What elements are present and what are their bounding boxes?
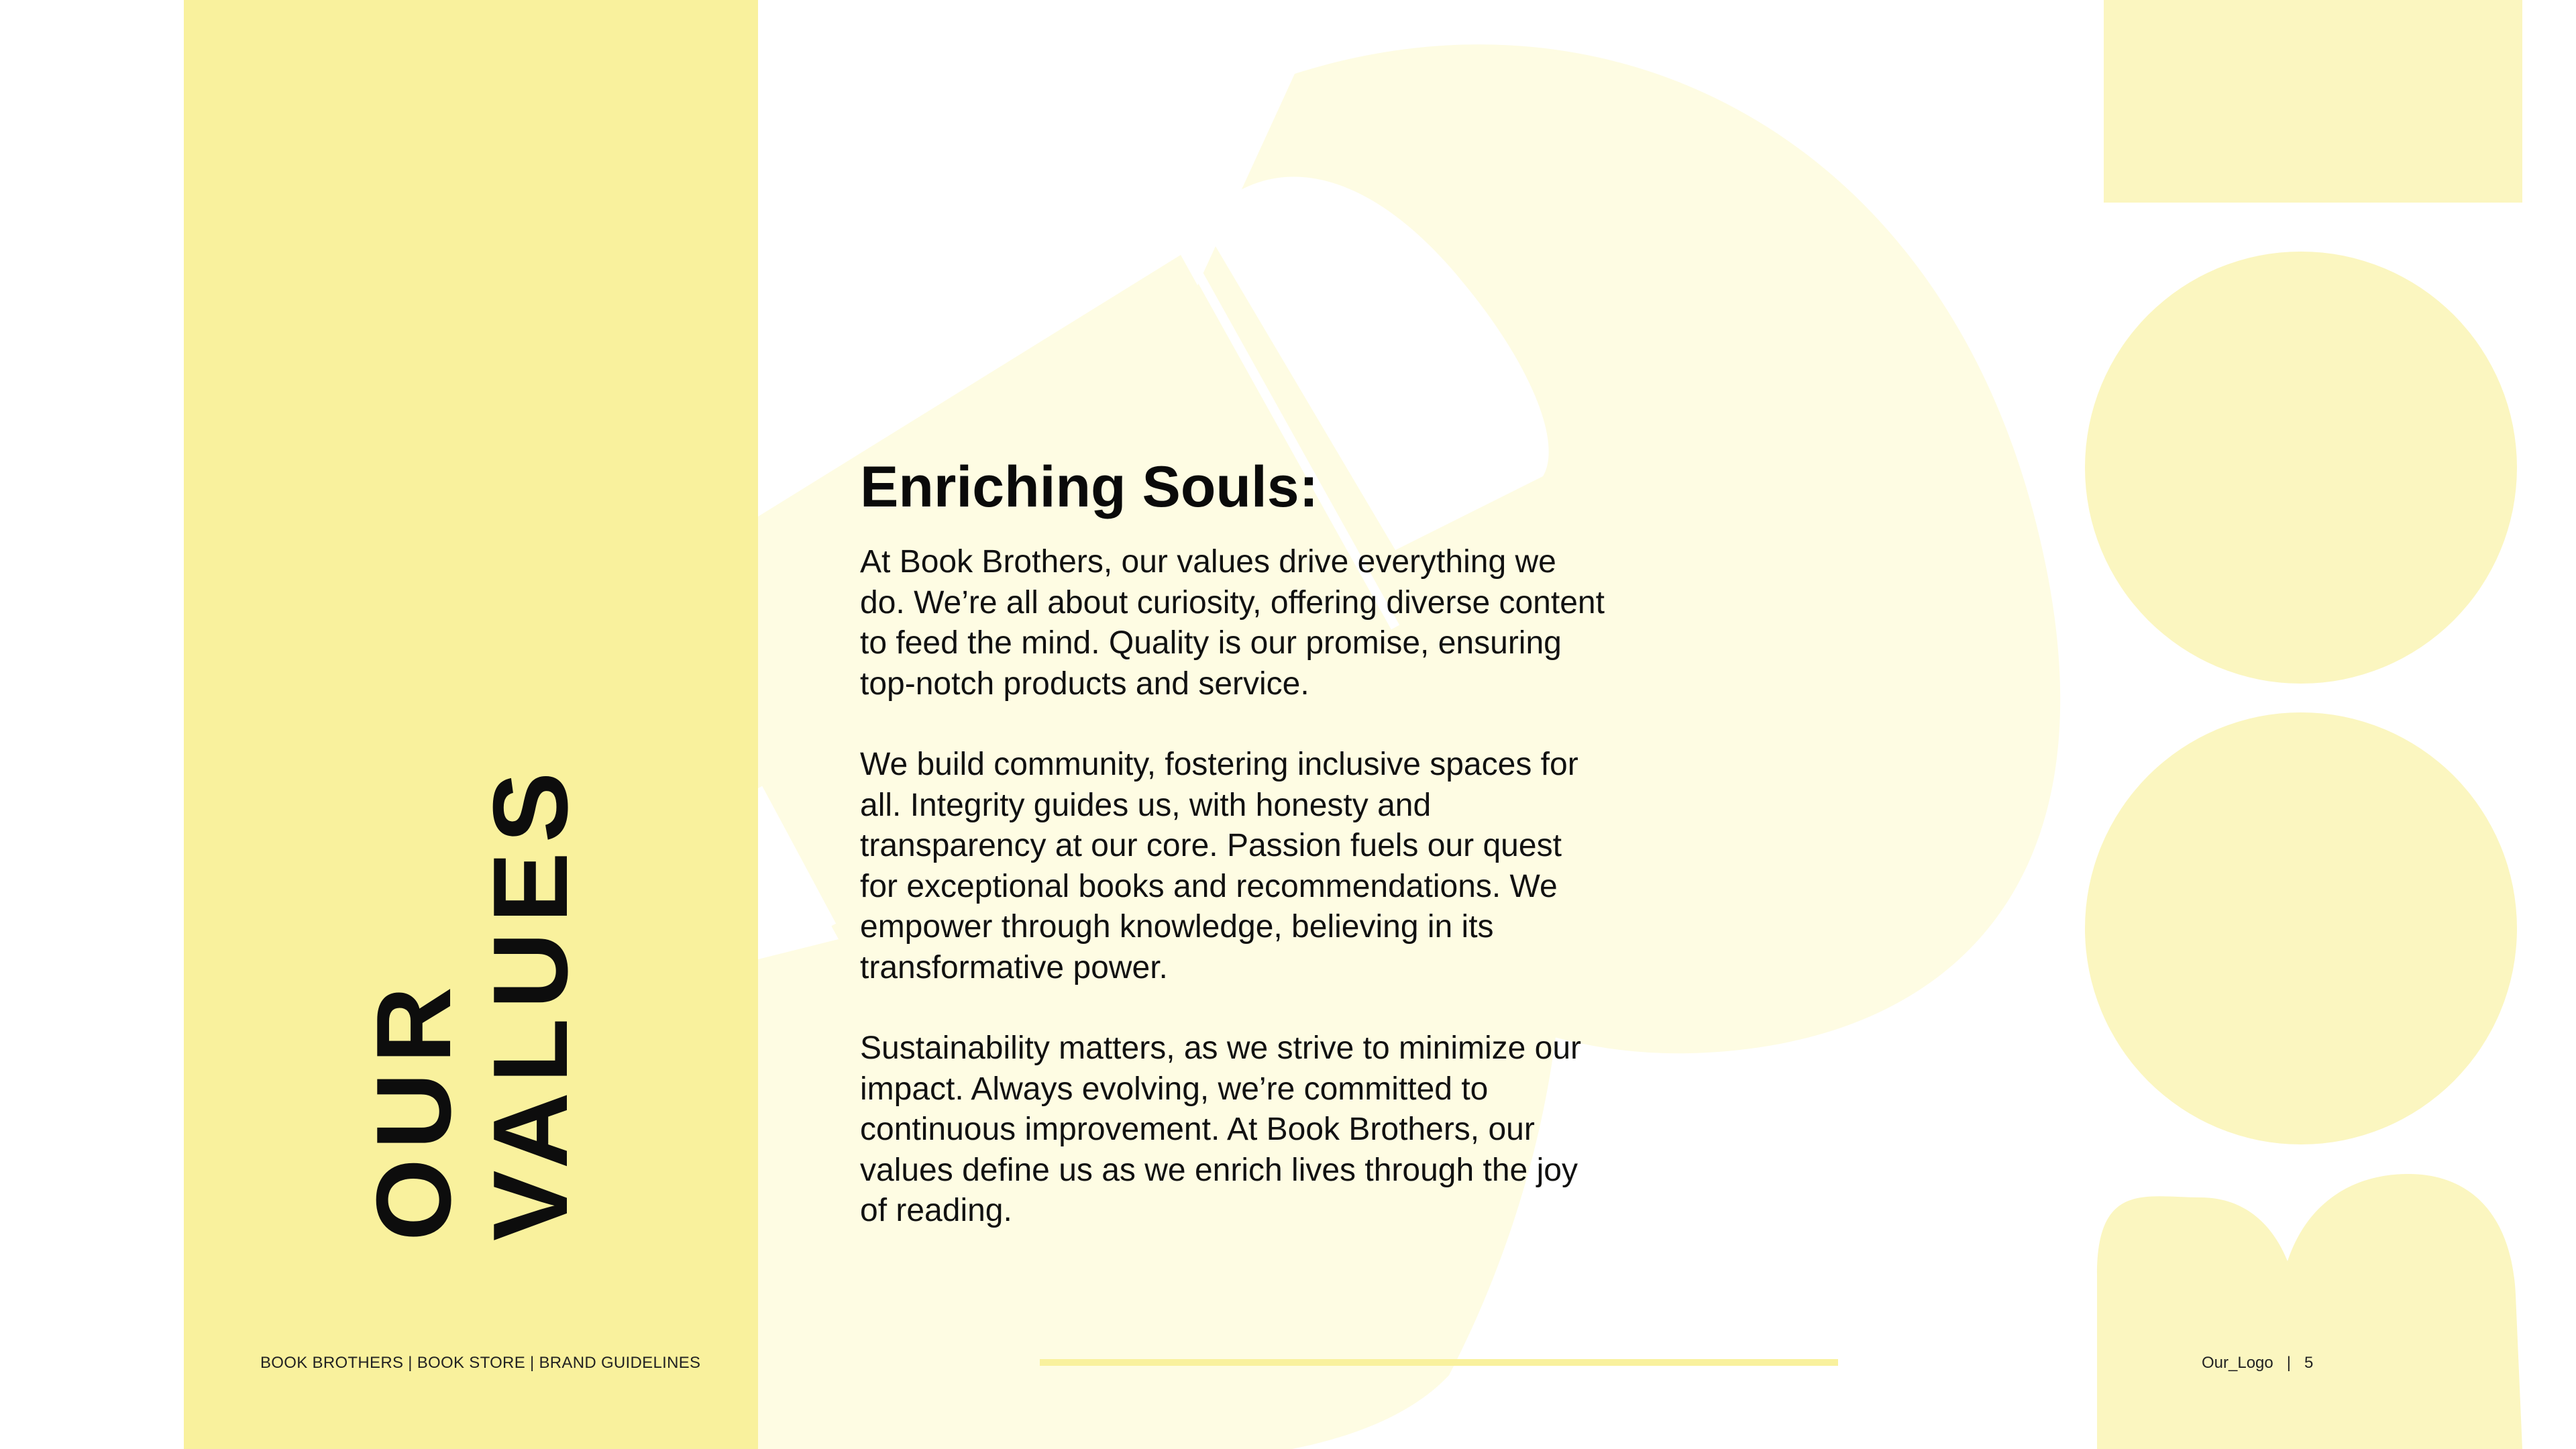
values-content	[860, 449, 1605, 1272]
footer-logo-label: Our_Logo	[2202, 1354, 2273, 1372]
page-heading: Enriching Souls:	[860, 455, 1319, 519]
paragraph-3: Sustainability matters, as we strive to minimize our impact. Always evolving, we’re committed to continuous improvement. At Book Brothers, our values define us as we enrich lives through the joy of reading.	[860, 1030, 1582, 1228]
footer-separator: |	[2286, 1354, 2291, 1372]
paragraph-1: At Book Brothers, our values drive everything we do. We’re all about curiosity, offering diverse content to feed the mind. Quality is our promise, ensuring top-notch products and service.	[860, 544, 1605, 702]
paragraph-2: We build community, fostering inclusive spaces for all. Integrity guides us, with honesty and transparency at our core. Passion fuels our quest for exceptional books and recommendations. We empower through knowledge, believing in its transformative power.	[860, 747, 1578, 985]
page-number: 5	[2304, 1354, 2314, 1372]
logo-fragment-shapes	[2085, 0, 2522, 1449]
footer-page-info	[2202, 1354, 2313, 1373]
footer-brand-text: BOOK BROTHERS | BOOK STORE | BRAND GUIDELINES	[260, 1354, 701, 1372]
section-title-vertical	[356, 763, 589, 1241]
title-line-our: OUR	[355, 977, 473, 1241]
footer-divider-line	[1040, 1359, 1838, 1366]
title-line-values: VALUES	[472, 762, 590, 1241]
